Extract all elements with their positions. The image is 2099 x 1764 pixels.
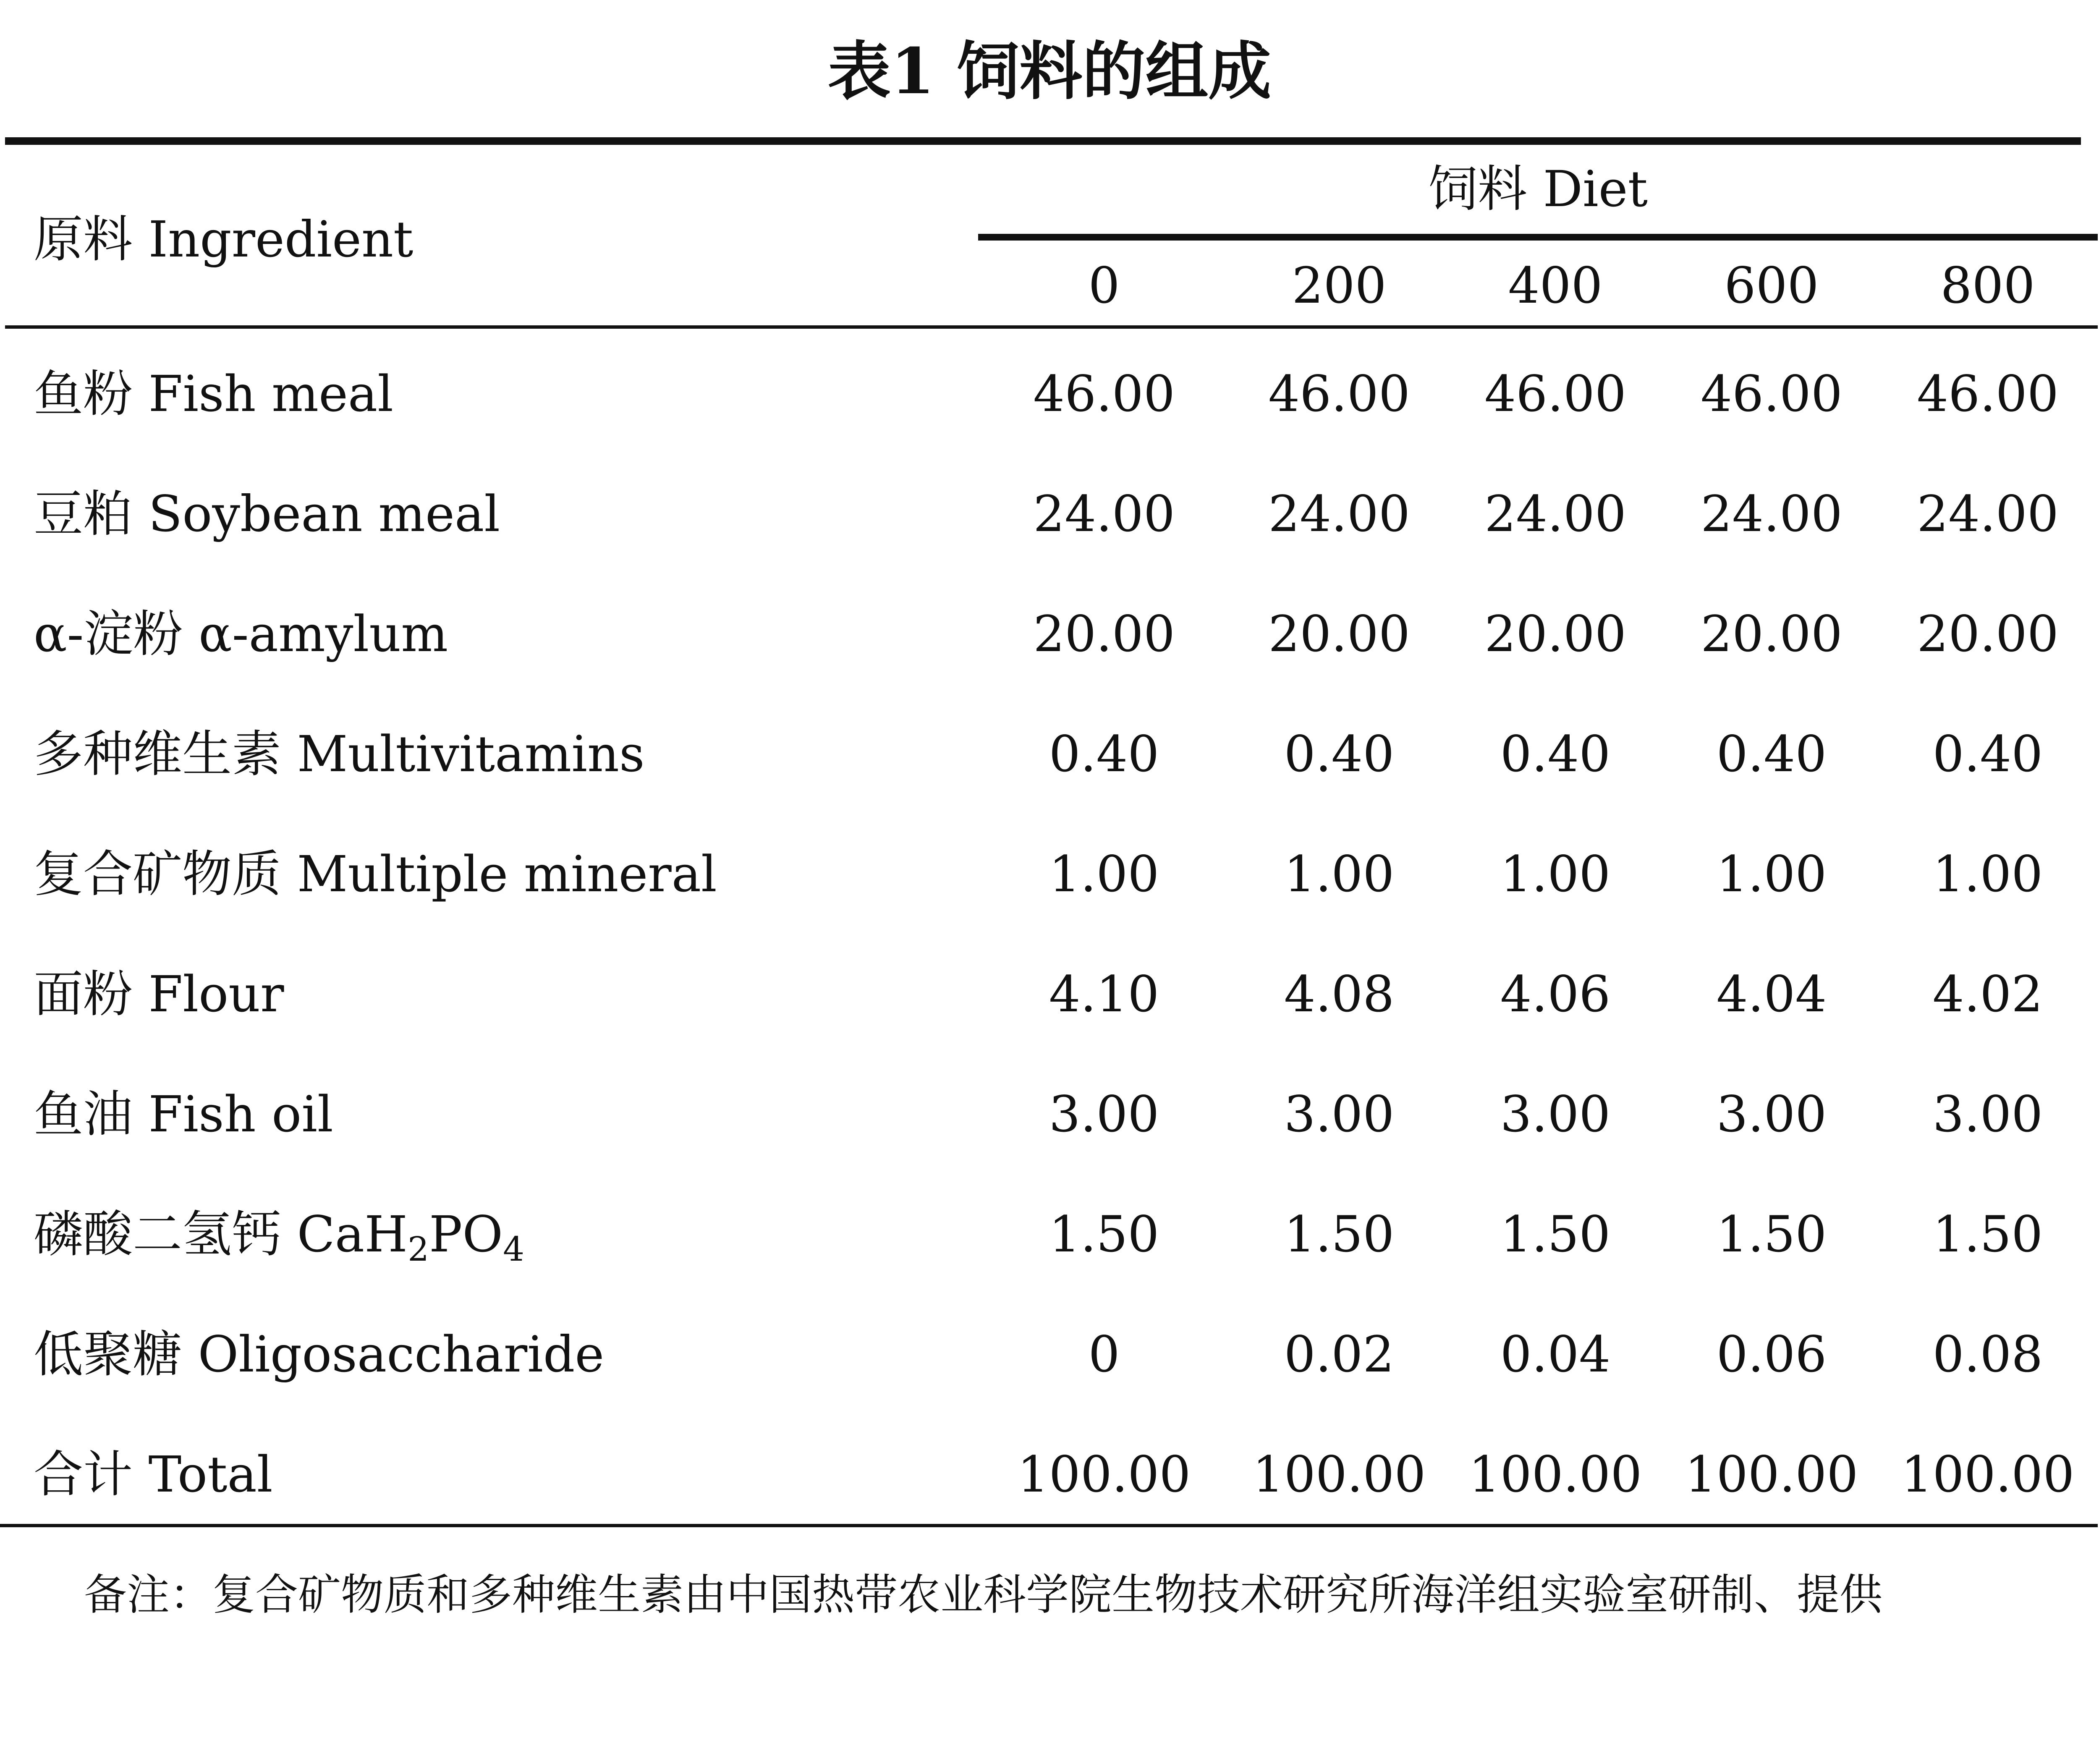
- table-note: 备注：复合矿物质和多种维生素由中国热带农业科学院生物技术研究所海洋组实验室研制、提供: [84, 1570, 1882, 1620]
- table-row: [0, 1294, 2099, 1414]
- table-cell: 4.10: [1049, 965, 1159, 1023]
- table-cell: 1.00: [1284, 845, 1395, 903]
- table-cell: 1.50: [1049, 1205, 1159, 1263]
- table-cell: 0.02: [1284, 1325, 1395, 1383]
- ingredient-name: 鱼粉 Fish meal: [34, 365, 393, 423]
- table-cell: 46.00: [1701, 365, 1843, 423]
- table-cell: 46.00: [1268, 365, 1410, 423]
- table-cell: 3.00: [1716, 1085, 1827, 1143]
- table-cell: 0.40: [1500, 725, 1611, 783]
- table-cell: 0.40: [1049, 725, 1159, 783]
- table-cell: 46.00: [1484, 365, 1626, 423]
- table-cell: 20.00: [1917, 605, 2059, 663]
- table-cell: 1.00: [1716, 845, 1827, 903]
- table-row: [0, 934, 2099, 1054]
- table-cell: 20.00: [1484, 605, 1626, 663]
- table-cell: 24.00: [1484, 485, 1626, 543]
- table-cell: 1.00: [1932, 845, 2043, 903]
- table-cell: 1.50: [1284, 1205, 1395, 1263]
- table-cell: 0.40: [1716, 725, 1827, 783]
- table-cell: 1.50: [1932, 1205, 2043, 1263]
- table-cell: 100.00: [1685, 1445, 1858, 1503]
- table-cell: 20.00: [1268, 605, 1410, 663]
- table-cell: 4.04: [1716, 965, 1827, 1023]
- diet-level-header: 0: [1088, 256, 1120, 314]
- diet-level-header: 800: [1940, 256, 2035, 314]
- table-cell: 100.00: [1252, 1445, 1426, 1503]
- table-cell: 3.00: [1049, 1085, 1159, 1143]
- table-row: [0, 334, 2099, 454]
- table-cell: 24.00: [1701, 485, 1843, 543]
- subscript: 4: [503, 1230, 525, 1269]
- table-cell: 0.40: [1284, 725, 1395, 783]
- table-cell: 0.08: [1932, 1325, 2043, 1383]
- table-cell: 100.00: [1017, 1445, 1191, 1503]
- table-cell: 3.00: [1284, 1085, 1395, 1143]
- table-cell: 3.00: [1500, 1085, 1611, 1143]
- table-row: [0, 1174, 2099, 1294]
- diet-column-group-header: 饲料 Diet: [1428, 160, 1648, 218]
- ingredient-name: 鱼油 Fish oil: [34, 1085, 333, 1143]
- bottom-rule: [0, 1524, 2098, 1527]
- ingredient-name: 低聚糖 Oligosaccharide: [34, 1325, 605, 1383]
- table-cell: 0.40: [1932, 725, 2043, 783]
- table-cell: 1.00: [1049, 845, 1159, 903]
- diet-group-rule: [978, 234, 2098, 241]
- table-cell: 100.00: [1468, 1445, 1642, 1503]
- table-cell: 100.00: [1901, 1445, 2075, 1503]
- table-cell: 24.00: [1033, 485, 1175, 543]
- table-row: [0, 454, 2099, 574]
- header-bottom-rule: [5, 325, 2098, 329]
- table-row: [0, 1054, 2099, 1174]
- ingredient-name: α-淀粉 α-amylum: [34, 605, 448, 663]
- top-rule: [5, 137, 2081, 145]
- table-cell: 1.50: [1716, 1205, 1827, 1263]
- table-cell: 0.06: [1716, 1325, 1827, 1383]
- diet-level-header: 600: [1724, 256, 1819, 314]
- ingredient-name-text: 磷酸二氢钙 CaH: [34, 1205, 408, 1263]
- subscript: 2: [408, 1230, 429, 1269]
- ingredient-column-header: 原料 Ingredient: [34, 210, 414, 268]
- ingredient-name-text: PO: [429, 1205, 503, 1263]
- table-cell: 1.00: [1500, 845, 1611, 903]
- table-cell: 20.00: [1701, 605, 1843, 663]
- table-cell: 1.50: [1500, 1205, 1611, 1263]
- table-cell: 4.08: [1284, 965, 1395, 1023]
- table-cell: 4.02: [1932, 965, 2043, 1023]
- table-cell: 3.00: [1932, 1085, 2043, 1143]
- ingredient-name: 合计 Total: [34, 1445, 273, 1503]
- table-cell: 46.00: [1917, 365, 2059, 423]
- table-cell: 24.00: [1268, 485, 1410, 543]
- ingredient-name: 面粉 Flour: [34, 965, 284, 1023]
- table-cell: 20.00: [1033, 605, 1175, 663]
- diet-level-header: 400: [1508, 256, 1603, 314]
- table-cell: 46.00: [1033, 365, 1175, 423]
- table-row: [0, 694, 2099, 814]
- table-cell: 0.04: [1500, 1325, 1611, 1383]
- table-row: [0, 1414, 2099, 1534]
- table-cell: 0: [1088, 1325, 1120, 1383]
- table-cell: 4.06: [1500, 965, 1611, 1023]
- ingredient-name: 复合矿物质 Multiple mineral: [34, 845, 717, 903]
- ingredient-name: 豆粕 Soybean meal: [34, 485, 500, 543]
- table-row: [0, 814, 2099, 934]
- table-cell: 24.00: [1917, 485, 2059, 543]
- ingredient-name: 多种维生素 Multivitamins: [34, 725, 645, 783]
- diet-level-header: 200: [1292, 256, 1387, 314]
- table-row: [0, 574, 2099, 694]
- table-title: 表1 饲料的组成: [827, 34, 1272, 108]
- ingredient-name: [34, 1174, 524, 1294]
